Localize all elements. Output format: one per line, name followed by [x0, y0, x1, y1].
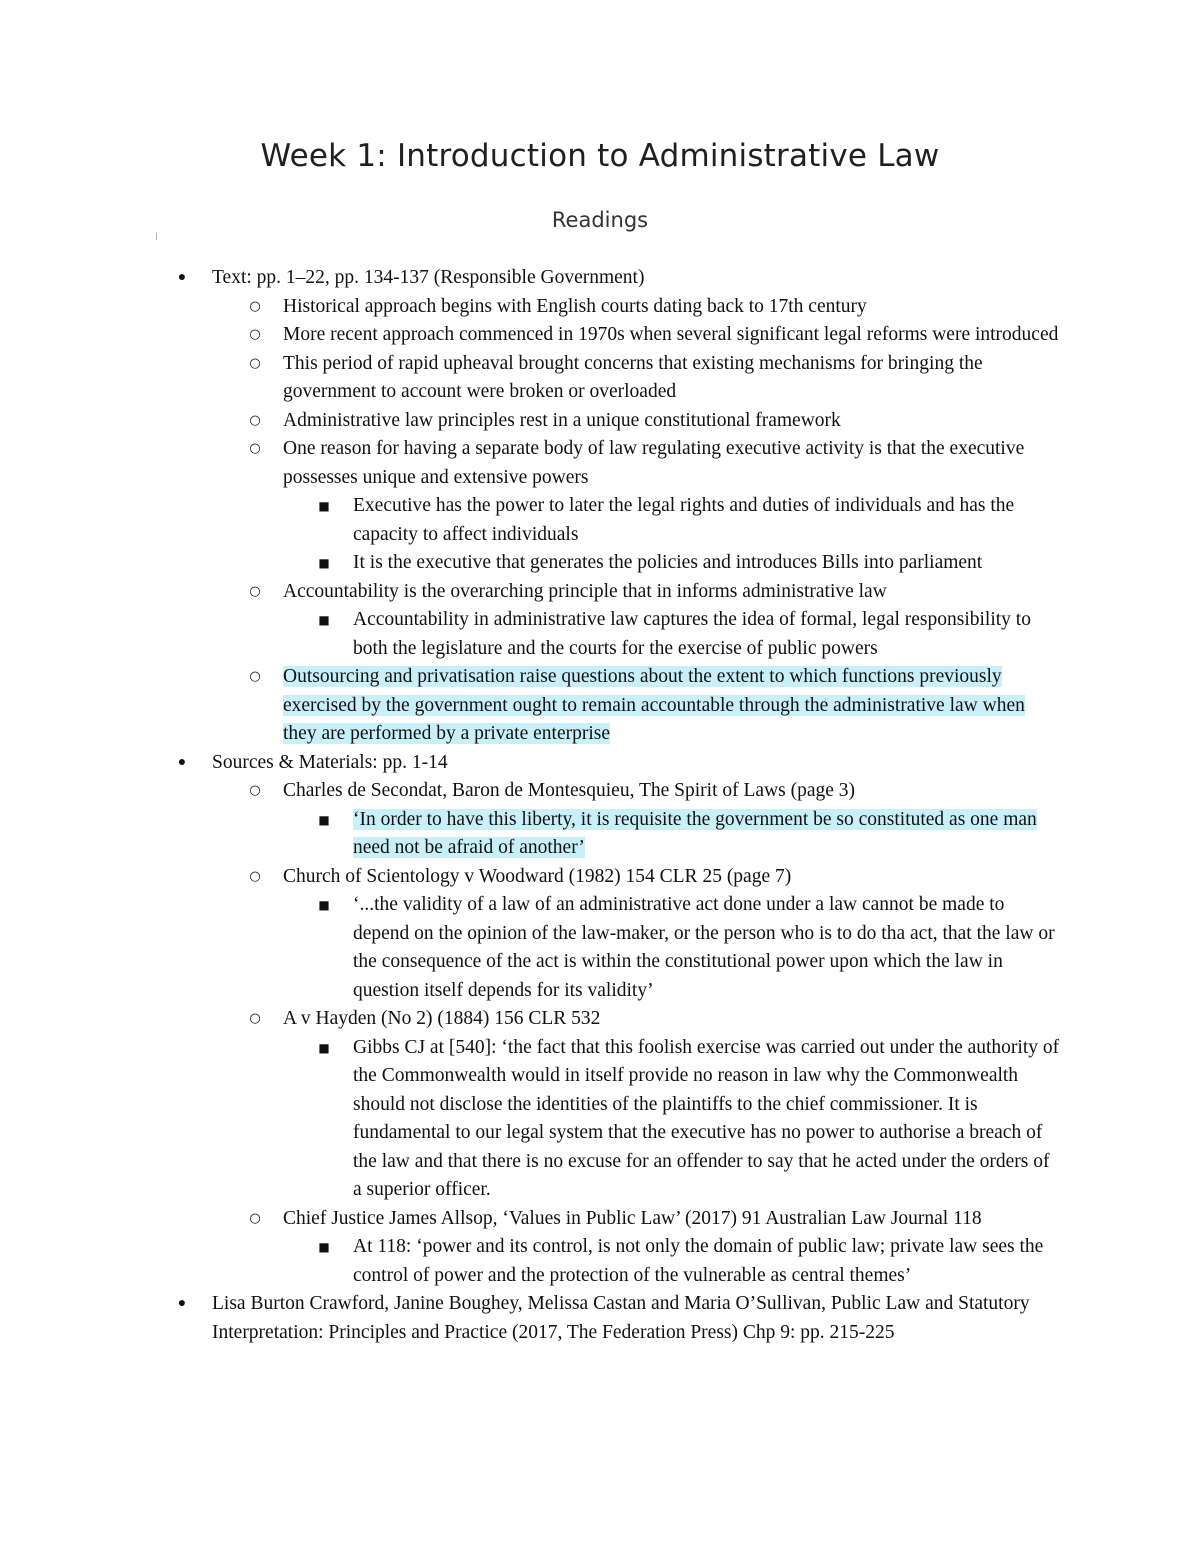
list-item — [318, 492, 1063, 549]
circle-bullet-icon: ○ — [249, 298, 261, 314]
list-item — [249, 863, 1063, 892]
list-item — [249, 663, 1063, 749]
list-item-text: Charles de Secondat, Baron de Montesquieu, The Spirit of Laws (page 3) — [283, 780, 856, 801]
list-item — [318, 1233, 1063, 1290]
circle-bullet-icon: ○ — [249, 1011, 261, 1026]
list-item-text: Gibbs CJ at [540]: ‘the fact that this foolish exercise was carried out under the authority of the Commonwealth would in itself provide no reason in law why the Commonwealth should not disclose the identities of the plaintiffs to the chief commissioner. It is fundamental to our legal system that the executive has no power to authorise a breach of the law and that there is no excuse for an offender to say that he acted under the orders of a superior officer. — [353, 1036, 1060, 1200]
list-item — [249, 321, 1063, 350]
readings-list — [0, 264, 1200, 1347]
square-bullet-icon: ■ — [318, 556, 330, 570]
circle-bullet-icon: ○ — [249, 441, 261, 456]
list-item — [249, 578, 1063, 607]
circle-bullet-icon: ○ — [249, 868, 261, 884]
list-item-text: A v Hayden (No 2) (1884) 156 CLR 532 — [283, 1008, 601, 1029]
list-item-text: Accountability is the overarching principle that in informs administrative law — [283, 580, 887, 602]
list-item-text: Accountability in administrative law captures the idea of formal, legal responsibility to both the legislature and the courts for the exercise of public powers — [353, 609, 1031, 659]
list-item — [318, 549, 1063, 578]
list-item — [249, 1205, 1063, 1234]
square-bullet-icon: ■ — [318, 1240, 330, 1254]
disc-bullet-icon: ● — [177, 270, 187, 285]
circle-bullet-icon: ○ — [249, 1210, 261, 1226]
circle-bullet-icon: ○ — [249, 327, 261, 342]
circle-bullet-icon: ○ — [249, 783, 261, 798]
list-item-text: At 118: ‘power and its control, is not only the domain of public law; private law sees the control of power and the protection of the vulnerable as central themes’ — [353, 1236, 1044, 1286]
list-item-text: It is the executive that generates the policies and introduces Bills into parliament — [353, 552, 983, 573]
list-item — [318, 806, 1063, 863]
list-item-text: Church of Scientology v Woodward (1982) 154 CLR 25 (page 7) — [283, 865, 792, 887]
list-item — [318, 1034, 1063, 1205]
disc-bullet-icon: ● — [177, 1296, 187, 1311]
list-item — [249, 435, 1063, 492]
list-item-text: Chief Justice James Allsop, ‘Values in Public Law’ (2017) 91 Australian Law Journal 118 — [283, 1207, 982, 1229]
circle-bullet-icon: ○ — [249, 412, 261, 428]
square-bullet-icon: ■ — [318, 499, 330, 513]
circle-bullet-icon: ○ — [249, 669, 261, 684]
square-bullet-icon: ■ — [318, 1040, 330, 1055]
highlighted-text: Outsourcing and privatisation raise questions about the extent to which functions previously exercised by the government ought to remain accountable through the administrative law when they are performed by a private enterprise — [283, 666, 1025, 744]
list-item-text: Sources & Materials: pp. 1-14 — [212, 751, 448, 773]
square-bullet-icon: ■ — [318, 812, 330, 827]
list-item — [177, 749, 1072, 778]
list-item — [249, 293, 1063, 322]
circle-bullet-icon: ○ — [249, 583, 261, 599]
list-item — [318, 606, 1063, 663]
list-item — [249, 407, 1063, 436]
list-item — [249, 350, 1063, 407]
list-item-text: Executive has the power to later the legal rights and duties of individuals and has the capacity to affect individuals — [353, 495, 1015, 545]
list-item — [249, 1005, 1063, 1034]
square-bullet-icon: ■ — [318, 613, 330, 627]
margin-tick-mark — [156, 233, 157, 240]
list-item-text: One reason for having a separate body of law regulating executive activity is that the executive possesses unique and extensive powers — [283, 438, 1025, 488]
document-title: Week 1: Introduction to Administrative Law — [260, 138, 940, 174]
list-item — [249, 777, 1063, 806]
list-item — [177, 264, 1072, 293]
list-item-text: ‘...the validity of a law of an administrative act done under a law cannot be made to depend on the opinion of the law-maker, or the person who is to do tha act, that the law or the consequence of the act is within the constitutional power upon which the law in question itself depends for its validity’ — [353, 894, 1055, 1001]
list-item-text: This period of rapid upheaval brought concerns that existing mechanisms for bringing the government to account were broken or overloaded — [283, 352, 983, 402]
list-item-text: Historical approach begins with English courts dating back to 17th century — [283, 295, 867, 317]
readings-heading: Readings — [551, 208, 649, 232]
disc-bullet-icon: ● — [177, 754, 187, 770]
list-item-text: Administrative law principles rest in a unique constitutional framework — [283, 409, 841, 431]
list-item-text: Text: pp. 1–22, pp. 134-137 (Responsible Government) — [212, 267, 645, 288]
highlighted-text: ‘In order to have this liberty, it is requisite the government be so constituted as one man need not be afraid of another’ — [353, 808, 1037, 858]
list-item-text: Lisa Burton Crawford, Janine Boughey, Melissa Castan and Maria O’Sullivan, Public Law and Statutory Interpretation: Principles and Practice (2017, The Federation Press) Chp 9: pp. 215-225 — [212, 1293, 1030, 1343]
list-item-text: More recent approach commenced in 1970s when several significant legal reforms were introduced — [283, 324, 1059, 345]
list-item — [318, 891, 1063, 1005]
list-item — [177, 1290, 1072, 1347]
square-bullet-icon: ■ — [318, 898, 330, 912]
circle-bullet-icon: ○ — [249, 355, 261, 371]
